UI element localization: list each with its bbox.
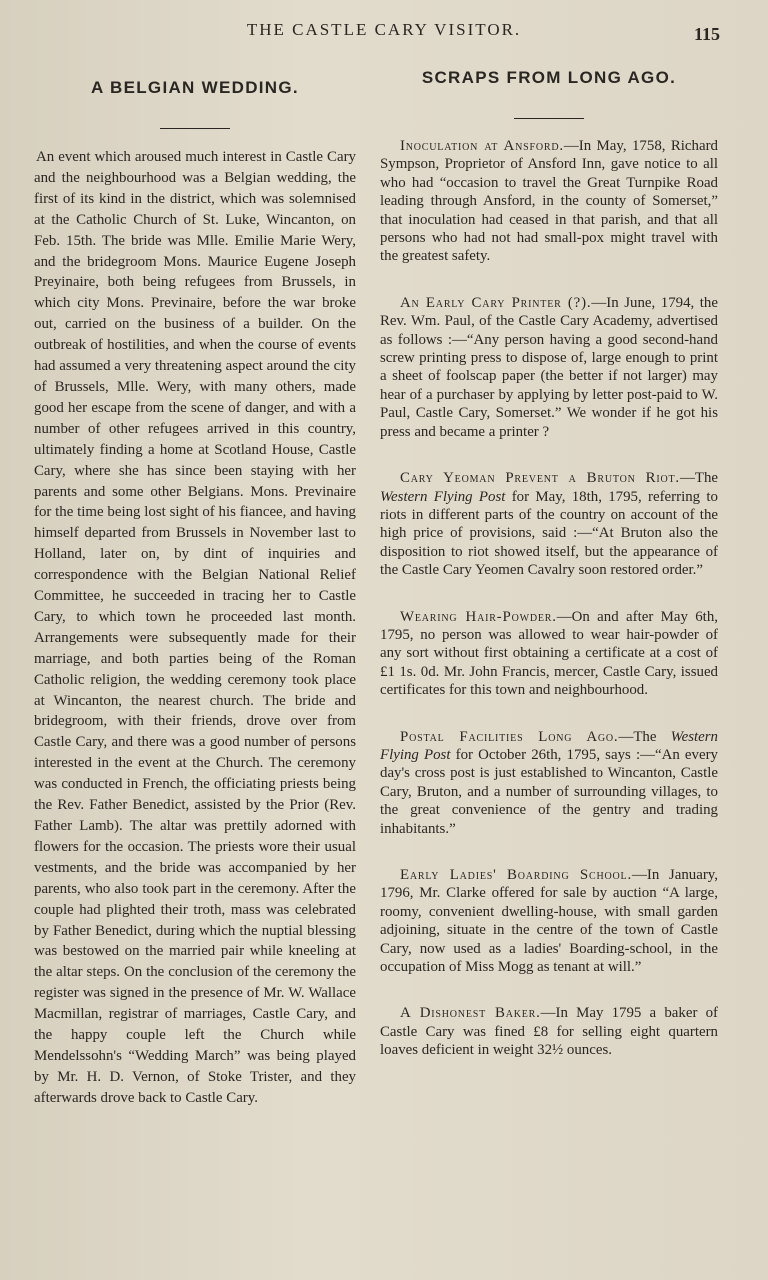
title-rule xyxy=(160,128,230,129)
left-column xyxy=(34,78,356,1109)
scrap-heading: An Early Cary Printer (?). xyxy=(400,294,592,311)
article-title-scraps: SCRAPS FROM LONG AGO. xyxy=(421,68,677,87)
scrap-item xyxy=(380,728,718,838)
article-title-belgian-wedding: A BELGIAN WEDDING. xyxy=(91,78,299,97)
scrap-heading: A Dishonest Baker. xyxy=(400,1005,541,1022)
scrap-body: —In May 1795 a baker of Castle Cary was fined £8 for selling eight quartern loaves deficient in weight 32½ ounces. xyxy=(380,1005,718,1059)
running-head: THE CASTLE CARY VISITOR. xyxy=(246,20,522,39)
scrap-heading: Postal Facilities Long Ago. xyxy=(400,728,619,745)
scrap-body: —In January, 1796, Mr. Clarke offered for sale by auction “A large, roomy, convenient dwelling-house, with small garden adjoining, situate in the centre of the town of Castle Cary, now used as a ladies' Boarding-school, in the occupation of Miss Mogg as tenant at will.” xyxy=(380,867,718,976)
scrap-heading: Early Ladies' Boarding School. xyxy=(400,867,632,883)
scrap-body: —The xyxy=(618,728,671,745)
right-column xyxy=(380,68,718,1088)
scrap-body: for October 26th, 1795, says :—“An every day's cross post is just established to Wincanton, Castle Cary, Bruton, and a number of surrounding villages, to the great convenience of the gentry and trading inhabitants.” xyxy=(380,746,718,837)
page-number: 115 xyxy=(693,24,720,44)
scrap-item xyxy=(380,294,718,441)
publication-name: Western Flying Post xyxy=(380,728,718,763)
scrap-item xyxy=(380,137,718,266)
scrap-heading: Cary Yeoman Prevent a Bruton Riot. xyxy=(400,470,680,487)
scrap-body: —In May, 1758, Richard Sympson, Proprietor of Ansford Inn, gave notice to all who had “occasion to travel the Great Turnpike Road leading through Ansford, in the county of Somerset,” that inoculation had ceased in that parish, and that all persons who had not had small-pox might travel with the greatest safety. xyxy=(380,138,719,265)
scrap-heading: Wearing Hair-Powder. xyxy=(400,608,557,625)
scrap-heading: Inoculation at Ansford. xyxy=(400,138,564,154)
scrap-item xyxy=(380,469,718,579)
title-rule xyxy=(514,118,584,119)
scrap-item xyxy=(380,1004,718,1059)
scrap-body: —On and after May 6th, 1795, no person was allowed to wear hair-powder of any sort without first obtaining a certificate at a cost of £1 1s. 0d. Mr. John Francis, mercer, Castle Cary, issued certificates for this town and neighbourhood. xyxy=(380,608,718,699)
scrap-body: for May, 18th, 1795, referring to riots in different parts of the country on account of the high price of provisions, said :—“At Bruton also the disposition to riot showed itself, but the appearance of the Castle Cary Yeomen Cavalry soon restored order.” xyxy=(380,488,718,579)
scrap-item xyxy=(380,608,718,700)
scrap-body: —In June, 1794, the Rev. Wm. Paul, of the Castle Cary Academy, advertised as follows :—“Any person having a good second-hand screw printing press to dispose of, large enough to print a sheet of foolscap paper (the better if not larger) may hear of a purchaser by applying by letter post-paid to W. Paul, Castle Cary, Somerset.” We wonder if he got his press and became a printer ? xyxy=(380,294,718,440)
scrap-body: —The xyxy=(679,470,718,487)
scrap-item xyxy=(380,866,718,976)
publication-name: Western Flying Post xyxy=(380,488,506,505)
article-body-belgian-wedding: An event which aroused much interest in Castle Cary and the neighbourhood was a Belgian wedding, the first of its kind in the district, which was solemnised at the Catholic Church of St. Luke, Wincanton, on Feb. 15th. The bride was Mlle. Emilie Marie Wery, and the bridegroom Mons. Maurice Eugene Joseph Preyinaire, both being refugees from Brussels, in which city Mons. Previnaire, before the war broke out, carried on the business of a builder. On the outbreak of hostilities, and when the course of events had assumed a very threatening aspect around the city of Brussels, Mlle. Wery, with many others, made good her escape from the scene of danger, and with a number of other refugees arrived in this country, ultimately finding a home at Scotland House, Castle Cary, where she has since been staying with her parents and some other Belgians. Mons. Previnaire for the time being lost sight of his fiancee, and having himself departed from Brussels in November last to Holland, later on, by dint of inquiries and correspondence with the Belgian National Relief Committee, he succeeded in tracing her to Castle Cary, to which town he proceeded last month. Arrangements were subsequently made for their marriage, and both parties being of the Roman Catholic religion, the wedding ceremony took place at Wincanton, the nearest church. The bride and bridegroom, with their friends, drove over from Castle Cary, and there was a good number of persons interested in the event at the Church. The ceremony was conducted in French, the officiating priests being the Rev. Father Benedict, assisted by the Prior (Rev. Father Lamb). The altar was prettily adorned with flowers for the occasion. The priests wore their usual vestments, and the bride was accompanied by her parents, who also took part in the ceremony. After the couple had plighted their troth, mass was celebrated by Father Benedict, during which the nuptial blessing was bestowed on the married pair while kneeling at the altar steps. On the conclusion of the ceremony the register was signed in the presence of Mr. W. Wallace Macmillan, registrar of marriages, Castle Cary, and the happy couple left the Church while Mendelssohn's “Wedding March” was being played by Mr. H. D. Vernon, of Stoke Trister, and they afterwards drove back to Castle Cary. xyxy=(34,149,356,1106)
